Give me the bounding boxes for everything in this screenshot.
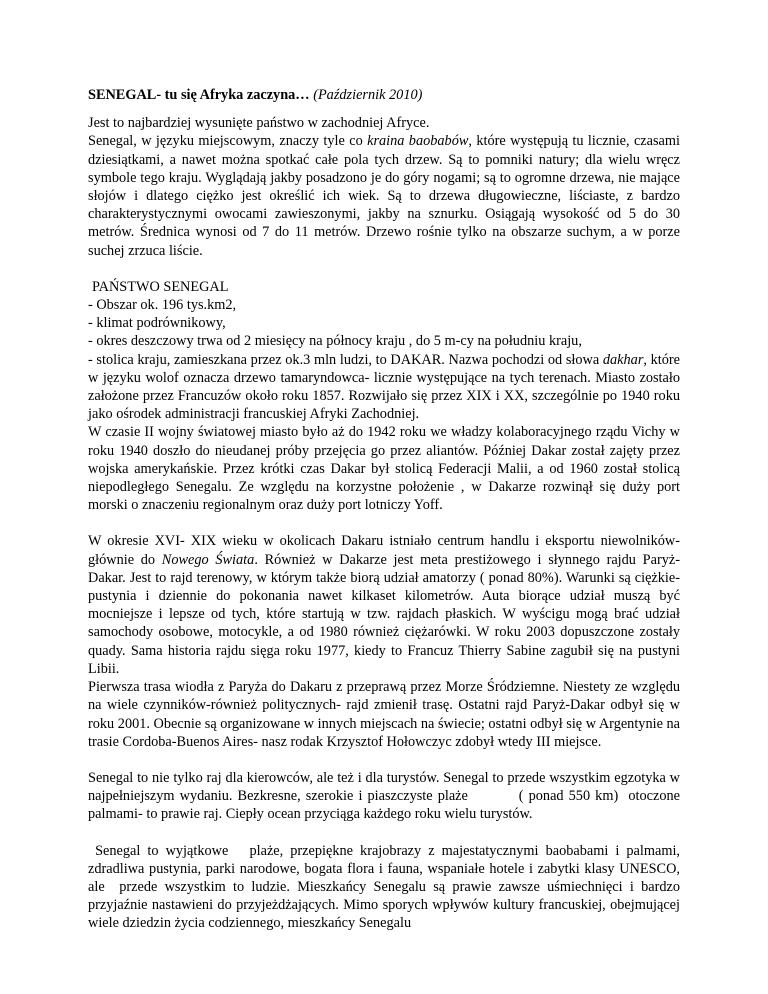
intro-first-line: Jest to najbardziej wysunięte państwo w zachodniej Afryce. (88, 115, 430, 132)
capital-text-b: , które w języku wolof oznacza drzewo tamaryndowca- licznie występujące na tych terenach. Miasto zostało założone przez Francuzów około roku 1857. Rozwijało się przez XIX i XX, szczególnie po 1940 roku jako ośrodek administracji francuskiej Afryki Zachodniej. (88, 351, 680, 423)
state-item-rain: - okres deszczowy trwa od 2 miesięcy na północy kraju , do 5 m-cy na południu kraju, (88, 333, 582, 350)
intro-text-b: , które występują tu licznie, czasami dziesiątkami, a nawet można spotkać całe pola tych drzew. Są to pomniki natury; dla wielu wręcz symbole tego kraju. Wyglądają jakby posadzono je do góry nogami; są to ogromne drzewa, nie mające słojów i dlatego ciężko jest określić ich wiek. Są to drzewa długowieczne, liściaste, z bardzo charakterystycznymi owocami zawieszonymi, jakby na sznurku. Osiągają wysokość od 5 do 30 metrów. Średnica wynosi od 7 do 11 metrów. Drzewo rośnie tylko na obszarze suchym, a w porze suchej zrzuca liście. (88, 133, 680, 259)
rally-text-a: W okresie XVI- XIX wieku w okolicach Dakaru istniało centrum handlu i eksportu niewolników- głównie do (88, 533, 680, 568)
rally-section (88, 532, 680, 750)
title-main: SENEGAL- tu się Afryka zaczyna… (88, 87, 310, 103)
people-paragraph: Senegal to wyjątkowe plaże, przepiękne krajobrazy z majestatycznymi baobabami i palmami, zdradliwa pustynia, parki narodowe, bogata flora i fauna, wspaniałe hotele i zabytki klasy UNESCO, ale przede wszystkim to ludzie. Mieszkańcy Senegalu są prawie zawsze uśmiechnięci i bardzo przyjaźnie nastawieni do przyjeżdżających. Mimo sporych wpływów kultury francuskiej, obejmującej wiele dziedzin życia codziennego, mieszkańcy Senegalu (88, 842, 684, 932)
capital-italic-term: dakhar (602, 351, 644, 368)
rally-text-b: . Również w Dakarze jest meta prestiżowego i słynnego rajdu Paryż- Dakar. Jest to rajd terenowy, w którym także biorą udział amatorzy ( ponad 80%). Warunki są ciężkie- pustynia i dziennie do pokonania nawet kilkaset kilometrów. Auta biorące udział muszą być mocniejsze i lepsze od tych, które startują w tzw. rajdach płaskich. W wyścigu mogą brać udział samochody osobowe, motocykle, a od 1980 również ciężarówki. W roku 2003 dopuszczone zostały quady. Sama historia rajdu sięga roku 1977, kiedy to Francuz Thierry Sabine zagubił się na pustyni Libii. (88, 551, 680, 677)
document-page (88, 86, 684, 951)
intro-paragraph (88, 114, 680, 260)
state-item-climate: - klimat podrównikowy, (88, 315, 226, 332)
rally-italic-term: Nowego Świata (161, 551, 255, 568)
capital-text-a: - stolica kraju, zamieszkana przez ok.3 mln ludzi, to DAKAR. Nazwa pochodzi od słowa (88, 351, 603, 368)
tourism-paragraph: Senegal to nie tylko raj dla kierowców, ale też i dla turystów. Senegal to przede wszystkim egzotyka w najpełniejszym wydaniu. Bezkresne, szerokie i piaszczyste plaże ( ponad 550 km) otoczone palmami- to prawie raj. Ciepły ocean przyciąga każdego roku wielu turystów. (88, 769, 684, 823)
state-item-capital (88, 351, 680, 424)
state-section (88, 278, 680, 515)
state-heading: PAŃSTWO SENEGAL (92, 278, 229, 295)
intro-italic-term: kraina baobabów (367, 133, 469, 150)
intro-text-a: Senegal, w języku miejscowym, znaczy tyle co (88, 133, 368, 150)
title-date: (Październik 2010) (313, 87, 423, 103)
state-item-area: - Obszar ok. 196 tys.km2, (88, 297, 237, 314)
document-title (88, 86, 680, 104)
ww2-paragraph: W czasie II wojny światowej miasto było aż do 1942 roku we władzy kolaboracyjnego rządu Vichy w roku 1940 doszło do nieudanej próby przejęcia go przez aliantów. Później Dakar został zajęty przez wojska amerykańskie. Przez krótki czas Dakar był stolicą Federacji Malii, a od 1960 został stolicą niepodległego Senegalu. Ze względu na korzystne położenie , w Dakarze rozwinął się duży port morski o znaczeniu regionalnym oraz duży port lotniczy Yoff. (88, 424, 680, 514)
rally-route-paragraph: Pierwsza trasa wiodła z Paryża do Dakaru z przeprawą przez Morze Śródziemne. Niestety ze względu na wiele czynników-również politycznych- rajd zmienił trasę. Ostatni rajd Paryż-Dakar odbył się w roku 2001. Obecnie są organizowane w innych miejscach na świecie; ostatni odbył się w Argentynie na trasie Cordoba-Buenos Aires- nasz rodak Krzysztof Hołowczyc zdobył wtedy III miejsce. (88, 679, 680, 750)
